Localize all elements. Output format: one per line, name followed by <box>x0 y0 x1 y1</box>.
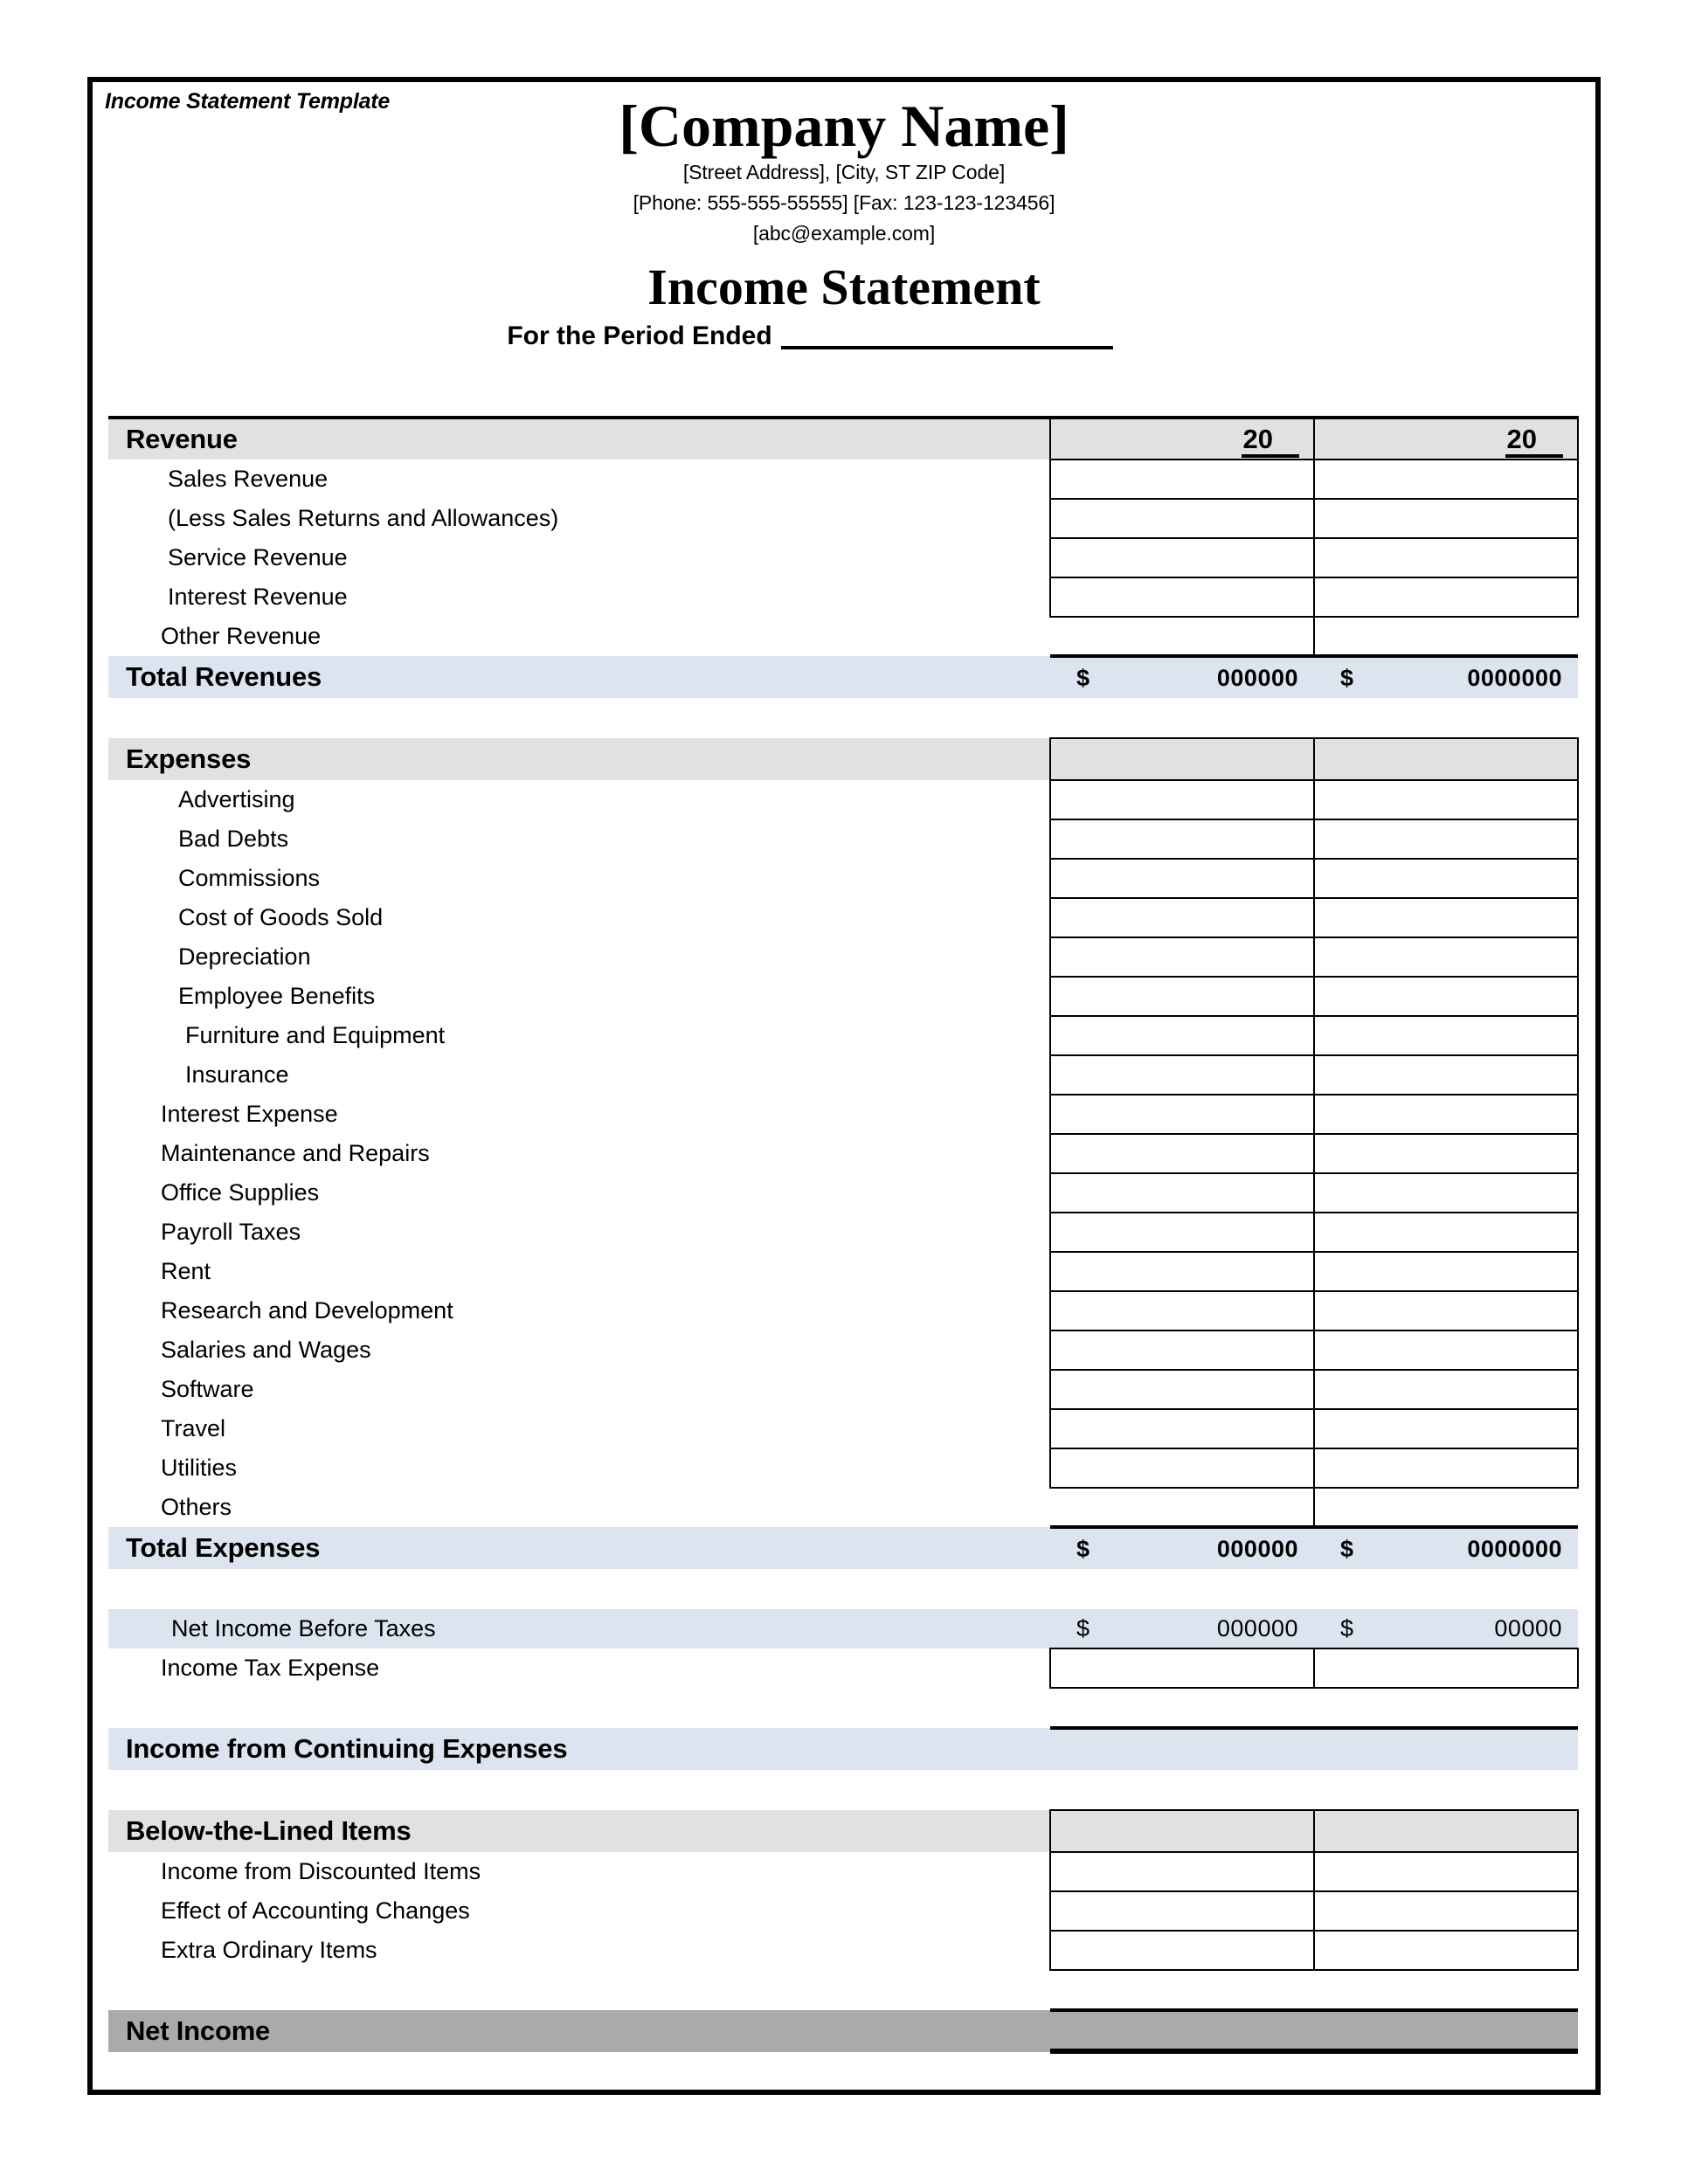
expense-label: Commissions <box>178 865 321 891</box>
period-ended-label: For the Period Ended <box>507 321 772 350</box>
expense-row <box>108 1055 1578 1095</box>
expense-input-y1[interactable] <box>1050 1016 1314 1055</box>
expense-label: Software <box>161 1376 254 1402</box>
net-income-y1 <box>1050 2010 1314 2052</box>
expense-label: Insurance <box>185 1061 289 1088</box>
income-continuing-heading: Income from Continuing Expenses <box>108 1728 1050 1770</box>
expense-label: Bad Debts <box>178 826 289 852</box>
revenue-row-sales <box>108 460 1578 499</box>
expense-input-y2[interactable] <box>1314 1252 1578 1291</box>
expense-input-y1[interactable] <box>1050 937 1314 977</box>
expenses-header-y1 <box>1050 738 1314 780</box>
income-tax-input-y1[interactable] <box>1050 1648 1314 1688</box>
below-line-input-y2[interactable] <box>1314 1931 1578 1970</box>
expense-label: Furniture and Equipment <box>185 1022 446 1048</box>
revenue-input-y1[interactable] <box>1050 577 1314 617</box>
currency-symbol: $ <box>1076 664 1090 691</box>
total-expenses-row <box>108 1527 1578 1569</box>
expense-input-y2[interactable] <box>1314 1055 1578 1095</box>
revenue-input-y2[interactable] <box>1314 499 1578 538</box>
expense-row <box>108 1173 1578 1213</box>
below-line-label: Income from Discounted Items <box>161 1858 481 1884</box>
revenue-label: Other Revenue <box>161 623 322 649</box>
expense-row <box>108 1448 1578 1488</box>
income-continuing-y1 <box>1050 1728 1314 1770</box>
below-line-header-y1 <box>1050 1810 1314 1852</box>
total-revenues-row <box>108 656 1578 698</box>
expense-row <box>108 898 1578 937</box>
expense-row <box>108 937 1578 977</box>
net-income-row <box>108 2010 1578 2052</box>
expense-input-y2[interactable] <box>1314 819 1578 859</box>
period-ended-row <box>93 321 1595 351</box>
expenses-heading: Expenses <box>108 738 1050 780</box>
expense-row <box>108 1213 1578 1252</box>
income-tax-expense-row <box>108 1648 1578 1688</box>
revenue-row-returns <box>108 499 1578 538</box>
revenue-row-service <box>108 538 1578 577</box>
net-income-before-taxes-label: Net Income Before Taxes <box>108 1609 1050 1648</box>
revenue-heading: Revenue <box>108 418 1050 460</box>
net-income-y2 <box>1314 2010 1578 2052</box>
expense-input-y1[interactable] <box>1050 1488 1314 1527</box>
expense-input-y2[interactable] <box>1314 1370 1578 1409</box>
revenue-input-y2[interactable] <box>1314 617 1578 656</box>
below-line-row <box>108 1852 1578 1891</box>
expense-input-y2[interactable] <box>1314 1016 1578 1055</box>
expense-row <box>108 1134 1578 1173</box>
expense-input-y1[interactable] <box>1050 1134 1314 1173</box>
year-column-1-header[interactable] <box>1050 418 1314 460</box>
total-expenses-label: Total Expenses <box>108 1527 1050 1569</box>
expense-label: Depreciation <box>178 943 311 970</box>
income-tax-input-y2[interactable] <box>1314 1648 1578 1688</box>
revenue-label: Interest Revenue <box>168 584 348 610</box>
total-expenses-y1 <box>1050 1527 1314 1569</box>
expense-label: Office Supplies <box>161 1179 320 1206</box>
expense-label: Salaries and Wages <box>161 1337 371 1363</box>
expense-row <box>108 1370 1578 1409</box>
expense-label: Others <box>161 1494 232 1520</box>
income-tax-expense-label: Income Tax Expense <box>161 1655 380 1681</box>
expense-row <box>108 1291 1578 1330</box>
expense-input-y2[interactable] <box>1314 1291 1578 1330</box>
below-line-label: Extra Ordinary Items <box>161 1937 377 1963</box>
net-income-heading: Net Income <box>108 2010 1050 2052</box>
document-title: Income Statement <box>647 258 1041 315</box>
expense-input-y1[interactable] <box>1050 780 1314 819</box>
expense-input-y2[interactable] <box>1314 780 1578 819</box>
expenses-header-y2 <box>1314 738 1578 780</box>
expense-row <box>108 977 1578 1016</box>
expense-input-y1[interactable] <box>1050 819 1314 859</box>
expense-input-y2[interactable] <box>1314 1488 1578 1527</box>
expense-input-y2[interactable] <box>1314 1173 1578 1213</box>
net-income-before-taxes-row <box>108 1609 1578 1648</box>
expense-label: Employee Benefits <box>178 983 376 1009</box>
amount: 0000000 <box>1467 664 1562 691</box>
expense-input-y1[interactable] <box>1050 1213 1314 1252</box>
below-line-input-y1[interactable] <box>1050 1931 1314 1970</box>
revenue-label: (Less Sales Returns and Allowances) <box>168 505 559 531</box>
currency-symbol: $ <box>1076 1535 1090 1562</box>
currency-symbol: $ <box>1340 1614 1354 1641</box>
below-line-row <box>108 1891 1578 1931</box>
amount: 00000 <box>1494 1614 1562 1641</box>
net-income-before-taxes-y1 <box>1050 1609 1314 1648</box>
income-continuing-y2 <box>1314 1728 1578 1770</box>
total-revenues-y2 <box>1314 656 1578 698</box>
expense-label: Cost of Goods Sold <box>178 904 384 930</box>
expense-row <box>108 1409 1578 1448</box>
revenue-label: Service Revenue <box>168 544 348 570</box>
expense-label: Rent <box>161 1258 211 1284</box>
expense-label: Research and Development <box>161 1297 453 1324</box>
below-line-label: Effect of Accounting Changes <box>161 1897 470 1924</box>
expense-label: Maintenance and Repairs <box>161 1140 430 1166</box>
below-line-header-y2 <box>1314 1810 1578 1852</box>
expense-label: Travel <box>161 1415 226 1441</box>
currency-symbol: $ <box>1076 1614 1090 1641</box>
company-address: [Street Address], [City, ST ZIP Code] <box>682 161 1006 184</box>
amount: 000000 <box>1216 664 1298 691</box>
amount: 000000 <box>1216 1535 1298 1562</box>
expense-input-y2[interactable] <box>1314 1448 1578 1488</box>
revenue-input-y1[interactable] <box>1050 617 1314 656</box>
below-line-input-y1[interactable] <box>1050 1852 1314 1891</box>
expense-input-y2[interactable] <box>1314 1213 1578 1252</box>
revenue-input-y1[interactable] <box>1050 499 1314 538</box>
period-ended-input[interactable] <box>781 321 1113 349</box>
below-line-input-y1[interactable] <box>1050 1891 1314 1931</box>
revenue-input-y2[interactable] <box>1314 460 1578 499</box>
below-line-input-y2[interactable] <box>1314 1891 1578 1931</box>
expense-input-y2[interactable] <box>1314 1134 1578 1173</box>
currency-symbol: $ <box>1340 664 1354 691</box>
spacer-row <box>108 1688 1578 1728</box>
spacer-row <box>108 698 1578 738</box>
expense-row <box>108 819 1578 859</box>
below-line-row <box>108 1931 1578 1970</box>
revenue-input-y2[interactable] <box>1314 577 1578 617</box>
year-2-value: 20 <box>1505 424 1563 458</box>
expense-input-y2[interactable] <box>1314 977 1578 1016</box>
document-header <box>93 82 1595 351</box>
below-line-heading: Below-the-Lined Items <box>108 1810 1050 1852</box>
expense-input-y2[interactable] <box>1314 859 1578 898</box>
expense-label: Interest Expense <box>161 1101 338 1127</box>
revenue-input-y1[interactable] <box>1050 538 1314 577</box>
expense-input-y2[interactable] <box>1314 1330 1578 1370</box>
expense-label: Utilities <box>161 1455 238 1481</box>
expense-input-y1[interactable] <box>1050 859 1314 898</box>
total-revenues-label: Total Revenues <box>108 656 1050 698</box>
template-label: Income Statement Template <box>105 89 391 114</box>
expense-label: Advertising <box>178 786 295 812</box>
year-column-2-header[interactable] <box>1314 418 1578 460</box>
expense-input-y1[interactable] <box>1050 1173 1314 1213</box>
expense-row <box>108 1252 1578 1291</box>
revenue-row-interest <box>108 577 1578 617</box>
expense-row <box>108 859 1578 898</box>
below-line-input-y2[interactable] <box>1314 1852 1578 1891</box>
revenue-row-other <box>108 617 1578 656</box>
company-name: [Company Name] <box>619 93 1069 159</box>
expense-row <box>108 1330 1578 1370</box>
income-statement-table <box>108 416 1579 2054</box>
expense-row <box>108 1488 1578 1527</box>
amount: 0000000 <box>1467 1535 1562 1562</box>
expense-input-y1[interactable] <box>1050 1055 1314 1095</box>
total-revenues-y1 <box>1050 656 1314 698</box>
revenue-header-row <box>108 418 1578 460</box>
spacer-row <box>108 1569 1578 1609</box>
amount: 000000 <box>1216 1614 1298 1641</box>
expense-input-y2[interactable] <box>1314 1095 1578 1134</box>
expense-input-y2[interactable] <box>1314 898 1578 937</box>
revenue-input-y2[interactable] <box>1314 538 1578 577</box>
expense-row <box>108 780 1578 819</box>
spacer-row <box>108 1770 1578 1810</box>
expense-input-y2[interactable] <box>1314 1409 1578 1448</box>
income-continuing-row <box>108 1728 1578 1770</box>
expense-row <box>108 1095 1578 1134</box>
expense-input-y1[interactable] <box>1050 1095 1314 1134</box>
company-contact: [Phone: 555-555-55555] [Fax: 123-123-123456] <box>633 191 1055 215</box>
expense-row <box>108 1016 1578 1055</box>
expense-input-y1[interactable] <box>1050 1370 1314 1409</box>
net-income-before-taxes-y2 <box>1314 1609 1578 1648</box>
expense-input-y1[interactable] <box>1050 1252 1314 1291</box>
below-line-header-row <box>108 1810 1578 1852</box>
expense-input-y1[interactable] <box>1050 1330 1314 1370</box>
total-expenses-y2 <box>1314 1527 1578 1569</box>
revenue-input-y1[interactable] <box>1050 460 1314 499</box>
year-1-value: 20 <box>1242 424 1299 458</box>
revenue-label: Sales Revenue <box>168 466 329 492</box>
document-page <box>87 77 1601 2095</box>
expenses-header-row <box>108 738 1578 780</box>
spacer-row <box>108 1970 1578 2010</box>
currency-symbol: $ <box>1340 1535 1354 1562</box>
expense-input-y1[interactable] <box>1050 898 1314 937</box>
company-email: [abc@example.com] <box>752 221 936 245</box>
expense-input-y1[interactable] <box>1050 1409 1314 1448</box>
expense-label: Payroll Taxes <box>161 1219 301 1245</box>
expense-input-y1[interactable] <box>1050 1448 1314 1488</box>
expense-input-y1[interactable] <box>1050 1291 1314 1330</box>
expense-input-y2[interactable] <box>1314 937 1578 977</box>
expense-input-y1[interactable] <box>1050 977 1314 1016</box>
